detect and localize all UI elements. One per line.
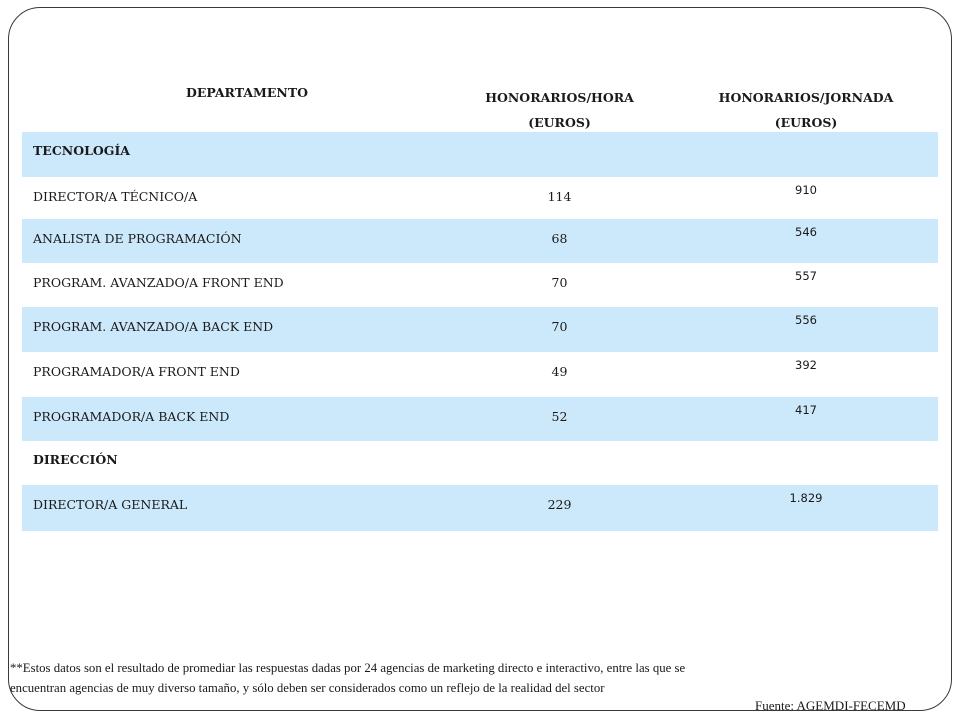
row-daily-fee: 417 [795, 403, 817, 417]
section-row [22, 132, 938, 177]
table-row [22, 219, 938, 263]
table-header [22, 75, 938, 132]
row-hourly-fee: 70 [551, 319, 568, 334]
row-label: PROGRAM. AVANZADO/A FRONT END [33, 275, 284, 290]
row-label: DIRECCIÓN [33, 452, 118, 467]
footnote: **Estos datos son el resultado de promediar las respuestas dadas por 24 agencias de marketing directo e interactivo, entre las que se encuentran agencias de muy diverso tamaño, y sólo deben ser considerados como un reflejo de la realidad del sector [10, 661, 686, 695]
header-daily-title: HONORARIOS/JORNADA [718, 90, 894, 105]
table-row [22, 263, 938, 307]
row-daily-fee: 392 [795, 358, 817, 372]
table-body [22, 132, 938, 531]
row-label: DIRECTOR/A TÉCNICO/A [33, 189, 198, 204]
row-label: TECNOLOGÍA [33, 143, 130, 158]
row-label: ANALISTA DE PROGRAMACIÓN [33, 231, 242, 246]
header-daily-unit: (EUROS) [774, 115, 838, 130]
row-daily-fee: 556 [795, 313, 817, 327]
table-row [22, 397, 938, 441]
row-label: DIRECTOR/A GENERAL [33, 497, 188, 512]
row-daily-fee: 557 [795, 269, 817, 283]
row-daily-fee: 910 [795, 183, 817, 197]
row-hourly-fee: 49 [551, 364, 568, 379]
fees-table [22, 75, 938, 531]
section-row [22, 441, 938, 485]
table-row [22, 352, 938, 397]
row-label: PROGRAM. AVANZADO/A BACK END [33, 319, 274, 334]
header-hourly-unit: (EUROS) [528, 115, 591, 130]
header-hourly [472, 85, 647, 135]
table-row [22, 485, 938, 531]
row-label: PROGRAMADOR/A BACK END [33, 409, 230, 424]
table-row [22, 177, 938, 219]
row-daily-fee: 1.829 [789, 491, 823, 505]
header-daily [694, 85, 918, 135]
source-citation: Fuente: AGEMDI-FECEMD [755, 698, 906, 713]
row-hourly-fee: 229 [547, 497, 572, 512]
row-hourly-fee: 114 [547, 189, 572, 204]
header-department: DEPARTAMENTO [185, 85, 309, 100]
row-hourly-fee: 68 [551, 231, 568, 246]
row-daily-fee: 546 [795, 225, 817, 239]
row-hourly-fee: 70 [551, 275, 568, 290]
table-row [22, 307, 938, 352]
row-label: PROGRAMADOR/A FRONT END [33, 364, 240, 379]
header-hourly-title: HONORARIOS/HORA [485, 90, 634, 105]
row-hourly-fee: 52 [551, 409, 568, 424]
